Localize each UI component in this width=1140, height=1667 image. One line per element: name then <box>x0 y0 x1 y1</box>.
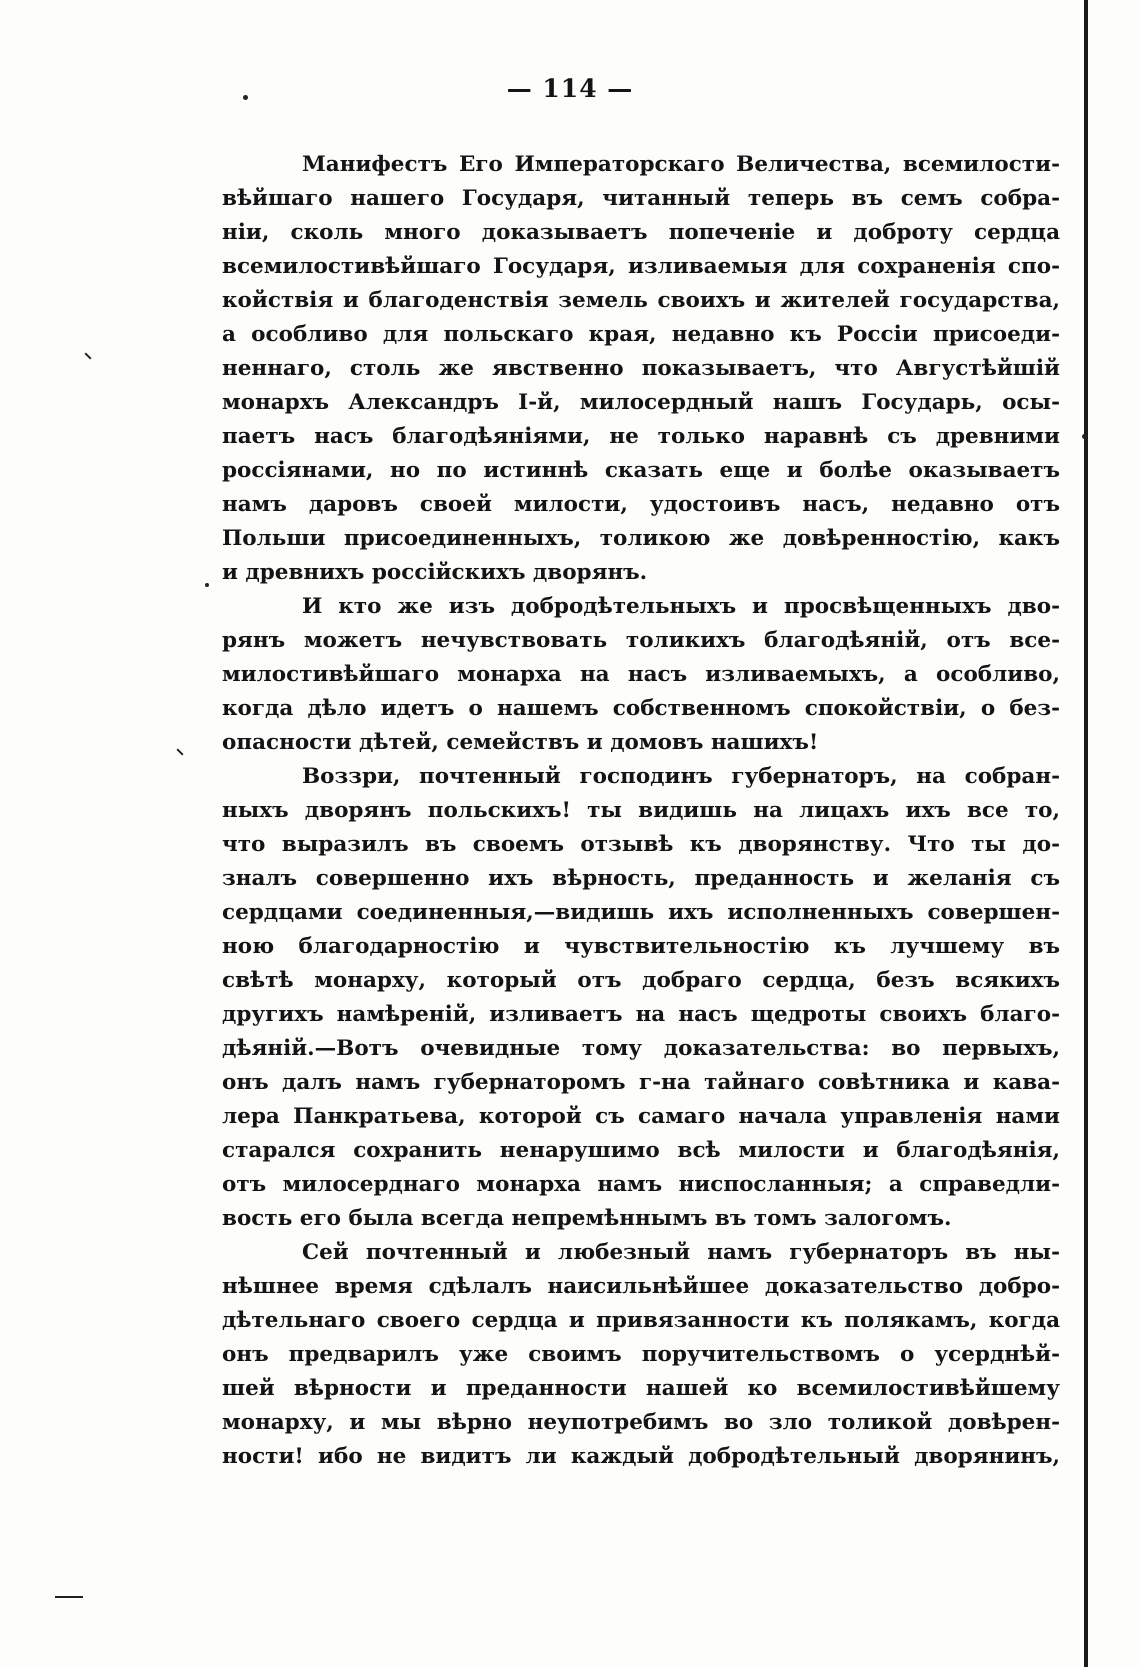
text-line: койствія и благоденствія земель своихъ и жителей государства, <box>222 288 1060 313</box>
text-line: Польши присоединенныхъ, толикою же довѣренностію, какъ <box>222 526 1060 551</box>
stray-ink-stroke <box>176 748 183 755</box>
paragraph <box>222 760 1060 1236</box>
text-line: Манифестъ Его Императорскаго Величества, всемилости- <box>302 152 1060 177</box>
text-line: свѣтѣ монарху, который отъ добраго сердца, безъ всякихъ <box>222 968 1060 993</box>
text-line: ности! ибо не видитъ ли каждый добродѣтельный дворянинъ, <box>222 1444 1060 1469</box>
page-edge-line <box>1084 0 1088 1667</box>
text-line: монарху, и мы вѣрно неупотребимъ во зло толикой довѣрен- <box>222 1410 1060 1435</box>
text-line: дѣтельнаго своего сердца и привязанности къ полякамъ, когда <box>222 1308 1060 1333</box>
stray-ink-stroke <box>55 1596 83 1598</box>
text-line: дѣяній.—Вотъ очевидные тому доказательства: во первыхъ, <box>222 1036 1060 1061</box>
text-line: опасности дѣтей, семействъ и домовъ нашихъ! <box>222 730 819 755</box>
text-line: неннаго, столь же явственно показываетъ, что Августѣйшій <box>222 356 1060 381</box>
text-line: Сей почтенный и любезный намъ губернаторъ въ ны- <box>302 1240 1060 1265</box>
text-line: отъ милосерднаго монарха намъ ниспосланныя; а справедли- <box>222 1172 1060 1197</box>
text-line: что выразилъ въ своемъ отзывѣ къ дворянству. Что ты до- <box>222 832 1060 857</box>
text-line: милостивѣйшаго монарха на насъ изливаемыхъ, а особливо, <box>222 662 1060 687</box>
text-line: ныхъ дворянъ польскихъ! ты видишь на лицахъ ихъ все то, <box>222 798 1060 823</box>
text-line: зналъ совершенно ихъ вѣрность, преданность и желанія съ <box>222 866 1060 891</box>
text-line: лера Панкратьева, которой съ самаго начала управленія нами <box>222 1104 1060 1129</box>
text-line: монархъ Александръ І-й, милосердный нашъ Государь, осы- <box>222 390 1060 415</box>
stray-ink-dot <box>205 583 209 587</box>
text-line: а особливо для польскаго края, недавно къ Россіи присоеди- <box>222 322 1060 347</box>
text-line: вѣйшаго нашего Государя, читанный теперь въ семъ собра- <box>222 186 1060 211</box>
text-line: всемилостивѣйшаго Государя, изливаемыя для сохраненія спо- <box>222 254 1060 279</box>
text-line: когда дѣло идетъ о нашемъ собственномъ спокойствіи, о без- <box>222 696 1060 721</box>
text-line: шей вѣрности и преданности нашей ко всемилостивѣйшему <box>222 1376 1060 1401</box>
body-text <box>222 148 1060 1474</box>
text-line: паетъ насъ благодѣяніями, не только наравнѣ съ древними <box>222 424 1060 449</box>
paragraph <box>222 1236 1060 1474</box>
text-line: ною благодарностію и чувствительностію къ лучшему въ <box>222 934 1060 959</box>
paragraph <box>222 590 1060 760</box>
text-line: ніи, сколь много доказываетъ попеченіе и доброту сердца <box>222 220 1060 245</box>
text-line: онъ далъ намъ губернаторомъ г-на тайнаго совѣтника и кава- <box>222 1070 1060 1095</box>
stray-ink-dot <box>1082 434 1087 439</box>
text-line: намъ даровъ своей милости, удостоивъ насъ, недавно отъ <box>222 492 1060 517</box>
text-line: вость его была всегда непремѣннымъ въ томъ залогомъ. <box>222 1206 952 1231</box>
text-line: россіянами, но по истиннѣ сказать еще и болѣе оказываетъ <box>222 458 1060 483</box>
text-line: Воззри, почтенный господинъ губернаторъ, на собран- <box>302 764 1060 789</box>
text-line: нѣшнее время сдѣлалъ наисильнѣйшее доказательство добро- <box>222 1274 1060 1299</box>
page-number: — 114 — <box>506 74 634 103</box>
text-line: рянъ можетъ нечувствовать толикихъ благодѣяній, отъ все- <box>222 628 1060 653</box>
text-line: старался сохранить ненарушимо всѣ милости и благодѣянія, <box>222 1138 1060 1163</box>
text-line: сердцами соединенныя,—видишь ихъ исполненныхъ совершен- <box>222 900 1060 925</box>
paragraph <box>222 148 1060 590</box>
text-line: онъ предварилъ уже своимъ поручительствомъ о усерднѣй- <box>222 1342 1060 1367</box>
stray-ink-stroke <box>84 352 91 359</box>
text-line: другихъ намѣреній, изливаетъ на насъ щедроты своихъ благо- <box>222 1002 1060 1027</box>
text-line: и древнихъ россійскихъ дворянъ. <box>222 560 648 585</box>
text-line: И кто же изъ добродѣтельныхъ и просвѣщенныхъ дво- <box>302 594 1060 619</box>
